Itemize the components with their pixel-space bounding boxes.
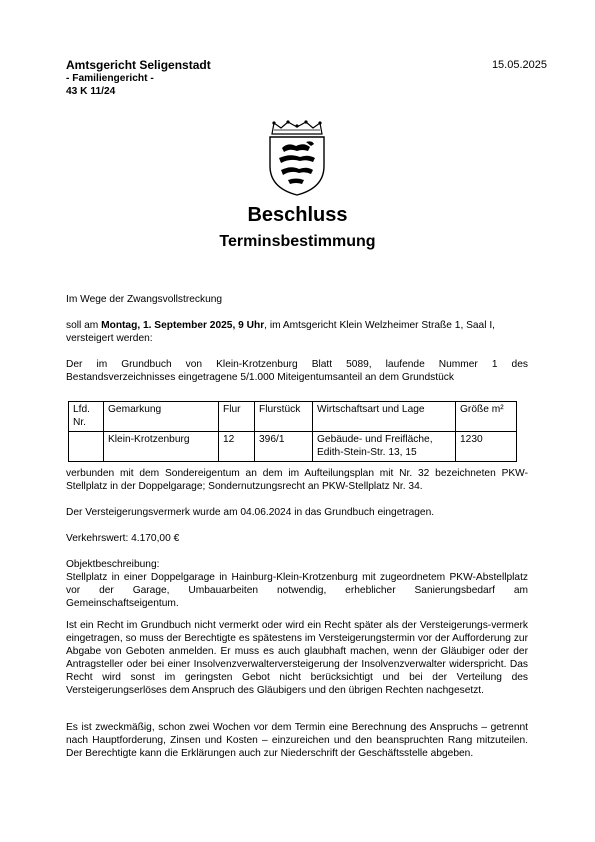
advice-paragraph: Es ist zweckmäßig, schon zwei Wochen vor dem Termin eine Berechnung des Anspruchs – getrennt nach Hauptforderung, Zinsen und Kosten – einzureichen und den beanspruchten Rang mitzuteilen. Der Berechtigte kann die Erklärungen auch zur Niederschrift der Geschäftsstelle abgeben.	[66, 722, 528, 759]
table-header-cell: Flurstück	[255, 402, 313, 432]
value-paragraph: Verkehrswert: 4.170,00 €	[66, 533, 180, 544]
coat-of-arms-icon	[266, 120, 328, 196]
object-label: Objektbeschreibung:	[66, 559, 160, 570]
court-name: Amtsgericht Seligenstadt	[66, 58, 211, 72]
schedule-suffix: , im Amtsgericht Klein Welzheimer Straße 1, Saal I, versteigert werden:	[66, 320, 495, 344]
court-header	[66, 59, 211, 98]
schedule-date: Montag, 1. September 2025, 9 Uhr	[101, 320, 265, 331]
table-cell: 396/1	[255, 432, 313, 462]
object-description: Stellplatz in einer Doppelgarage in Hainburg-Klein-Krotzenburg mit zugeordnetem PKW-Abstellplatz vor der Garage, Umbauarbeiten notwendig, erheblicher Sanierungsbedarf am Gemeinschaftseigentum.	[66, 572, 528, 609]
property-intro-paragraph: Der im Grundbuch von Klein-Krotzenburg Blatt 5089, laufende Nummer 1 des Bestandsverzeichnisses eingetragene 5/1.000 Miteigentumsanteil an dem Grundstück	[66, 359, 528, 383]
document-subtitle: Terminsbestimmung	[219, 233, 376, 250]
table-cell: Gebäude- und Freifläche, Edith-Stein-Str. 13, 15	[313, 432, 456, 462]
court-division: - Familiengericht -	[66, 73, 154, 84]
table-header-cell: Gemarkung	[104, 402, 219, 432]
table-cell: 12	[219, 432, 255, 462]
table-header-row	[69, 402, 517, 432]
intro-paragraph: Im Wege der Zwangsvollstreckung	[66, 294, 223, 305]
table-header-cell: Lfd. Nr.	[69, 402, 104, 432]
table-header-cell: Wirtschaftsart und Lage	[313, 402, 456, 432]
document-title: Beschluss	[247, 204, 348, 226]
document-date: 15.05.2025	[491, 59, 547, 71]
table-cell: Klein-Krotzenburg	[104, 432, 219, 462]
table-header-cell: Größe m²	[456, 402, 517, 432]
table-header-cell: Flur	[219, 402, 255, 432]
file-number: 43 K 11/24	[66, 86, 116, 97]
property-table	[68, 401, 517, 462]
connected-paragraph: verbunden mit dem Sondereigentum an dem im Aufteilungsplan mit Nr. 32 bezeichneten PKW-Stellplatz in der Doppelgarage; Sondernutzungsrecht an PKW-Stellplatz Nr. 34.	[66, 468, 528, 492]
table-row	[69, 432, 517, 462]
registration-paragraph: Der Versteigerungsvermerk wurde am 04.06.2024 in das Grundbuch eingetragen.	[66, 507, 435, 518]
table-cell	[69, 432, 104, 462]
schedule-paragraph	[66, 319, 528, 345]
table-cell: 1230	[456, 432, 517, 462]
schedule-prefix: soll am	[66, 320, 102, 331]
rights-paragraph: Ist ein Recht im Grundbuch nicht vermerkt oder wird ein Recht später als der Versteigerungs-vermerk eingetragen, so muss der Berechtigte es spätestens im Versteigerungstermin vor der Aufforderung zur Abgabe von Geboten anmelden. Er muss es auch glaubhaft machen, wenn der Gläubiger oder der Antragsteller oder bei einer Insolvenzverwalterversteigerung der Insolvenzverwalter widerspricht. Das Recht wird sonst im geringsten Gebot nicht berücksichtigt und bei der Verteilung des Versteigerungserlöses dem Anspruch des Gläubigers und den übrigen Rechten nachgesetzt.	[66, 620, 528, 696]
